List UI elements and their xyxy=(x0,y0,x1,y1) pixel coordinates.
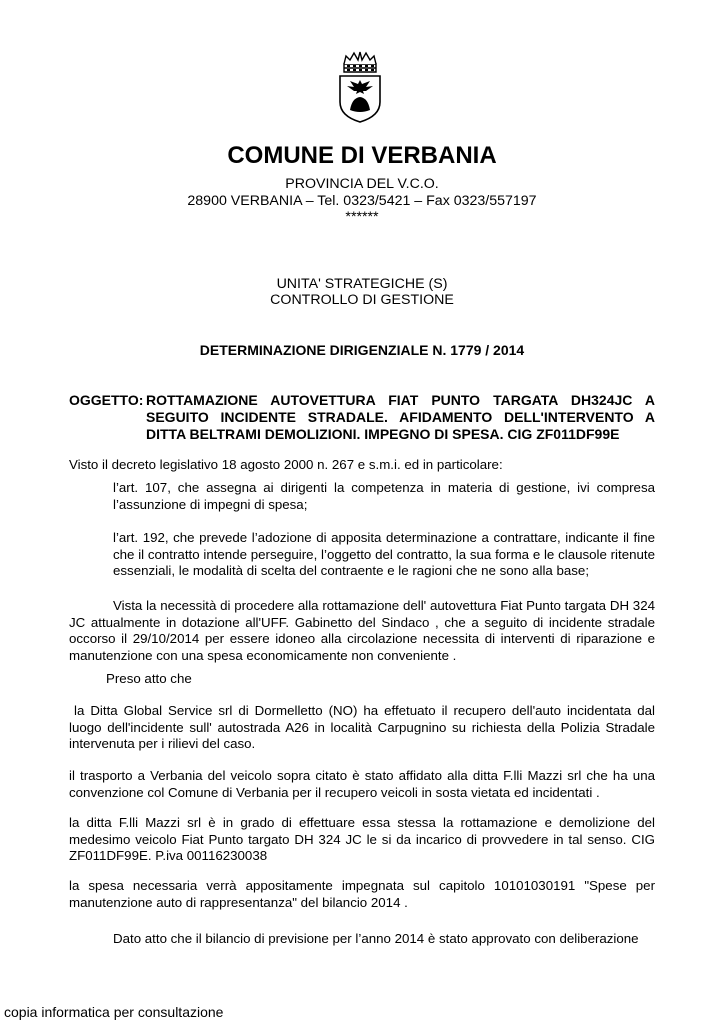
subject-label: OGGETTO: xyxy=(69,392,144,408)
vista-paragraph: Vista la necessità di procedere alla rottamazione dell' autovettura Fiat Punto targata DH 324 JC attualmente in dotazione all'UFF. Gabinetto del Sindaco , che a seguito di incidente stradale occorso il 29/10/2014 per essere idoneo alla circolazione necessita di interventi di riparazione e manutenzione con una spesa economicamente non conveniente . xyxy=(69,598,655,663)
art-192-item: l’art. 192, che prevede l’adozione di apposita determinazione a contrattare, indicante il fine che il contratto intende perseguire, l’oggetto del contratto, la sua forma e le clausole ritenute essenziali, le modalità di scelta del contraente e le ragioni che ne sono alla base; xyxy=(113,530,655,578)
province-line: PROVINCIA DEL V.C.O. xyxy=(285,176,439,192)
spesa-paragraph: la spesa necessaria verrà appositamente impegnata sul capitolo 10101030191 "Spese per manutenzione auto di rappresentanza" del bilancio 2014 . xyxy=(69,878,655,910)
separator-line: ****** xyxy=(345,209,379,225)
footer-note: copia informatica per consultazione xyxy=(4,1004,224,1020)
municipality-title: COMUNE DI VERBANIA xyxy=(227,142,497,169)
coat-of-arms-icon xyxy=(336,50,384,124)
address-line: 28900 VERBANIA – Tel. 0323/5421 – Fax 0323/557197 xyxy=(187,193,537,209)
trasporto-paragraph: il trasporto a Verbania del veicolo sopra citato è stato affidato alla ditta F.lli Mazzi srl che ha una convenzione col Comune di Verbania per il recupero veicoli in sosta vietata ed incidentati . xyxy=(69,768,655,800)
art-107-item: l’art. 107, che assegna ai dirigenti la competenza in materia di gestione, ivi compresa l’assunzione di impegni di spesa; xyxy=(113,480,655,512)
determination-title: DETERMINAZIONE DIRIGENZIALE N. 1779 / 2014 xyxy=(199,342,525,358)
visto-decreto: Visto il decreto legislativo 18 agosto 2000 n. 267 e s.m.i. ed in particolare: xyxy=(69,457,503,472)
preso-atto-heading: Preso atto che xyxy=(106,671,192,686)
office-unit: UNITA' STRATEGICHE (S) xyxy=(276,276,448,292)
office-division: CONTROLLO DI GESTIONE xyxy=(270,292,454,308)
global-service-paragraph: la Ditta Global Service srl di Dormelletto (NO) ha effetuato il recupero dell'auto incidentata dal luogo dell'incidente sull' autostrada A26 in località Carpugnino su richiesta della Polizia Stradale intervenuta per i rilievi del caso. xyxy=(69,703,655,751)
mazzi-paragraph: la ditta F.lli Mazzi srl è in grado di effettuare essa stessa la rottamazione e demolizione del medesimo veicolo Fiat Punto targato DH 324 JC le si da incarico di provvedere in tal senso. CIG ZF011DF99E. P.iva 00116230038 xyxy=(69,815,655,863)
subject-text: ROTTAMAZIONE AUTOVETTURA FIAT PUNTO TARGATA DH324JC A SEGUITO INCIDENTE STRADALE. AFIDAMENTO DELL'INTERVENTO A DITTA BELTRAMI DEMOLIZIONI. IMPEGNO DI SPESA. CIG ZF011DF99E xyxy=(146,392,655,442)
dato-atto-paragraph: Dato atto che il bilancio di previsione per l’anno 2014 è stato approvato con deliberazione xyxy=(113,931,639,946)
